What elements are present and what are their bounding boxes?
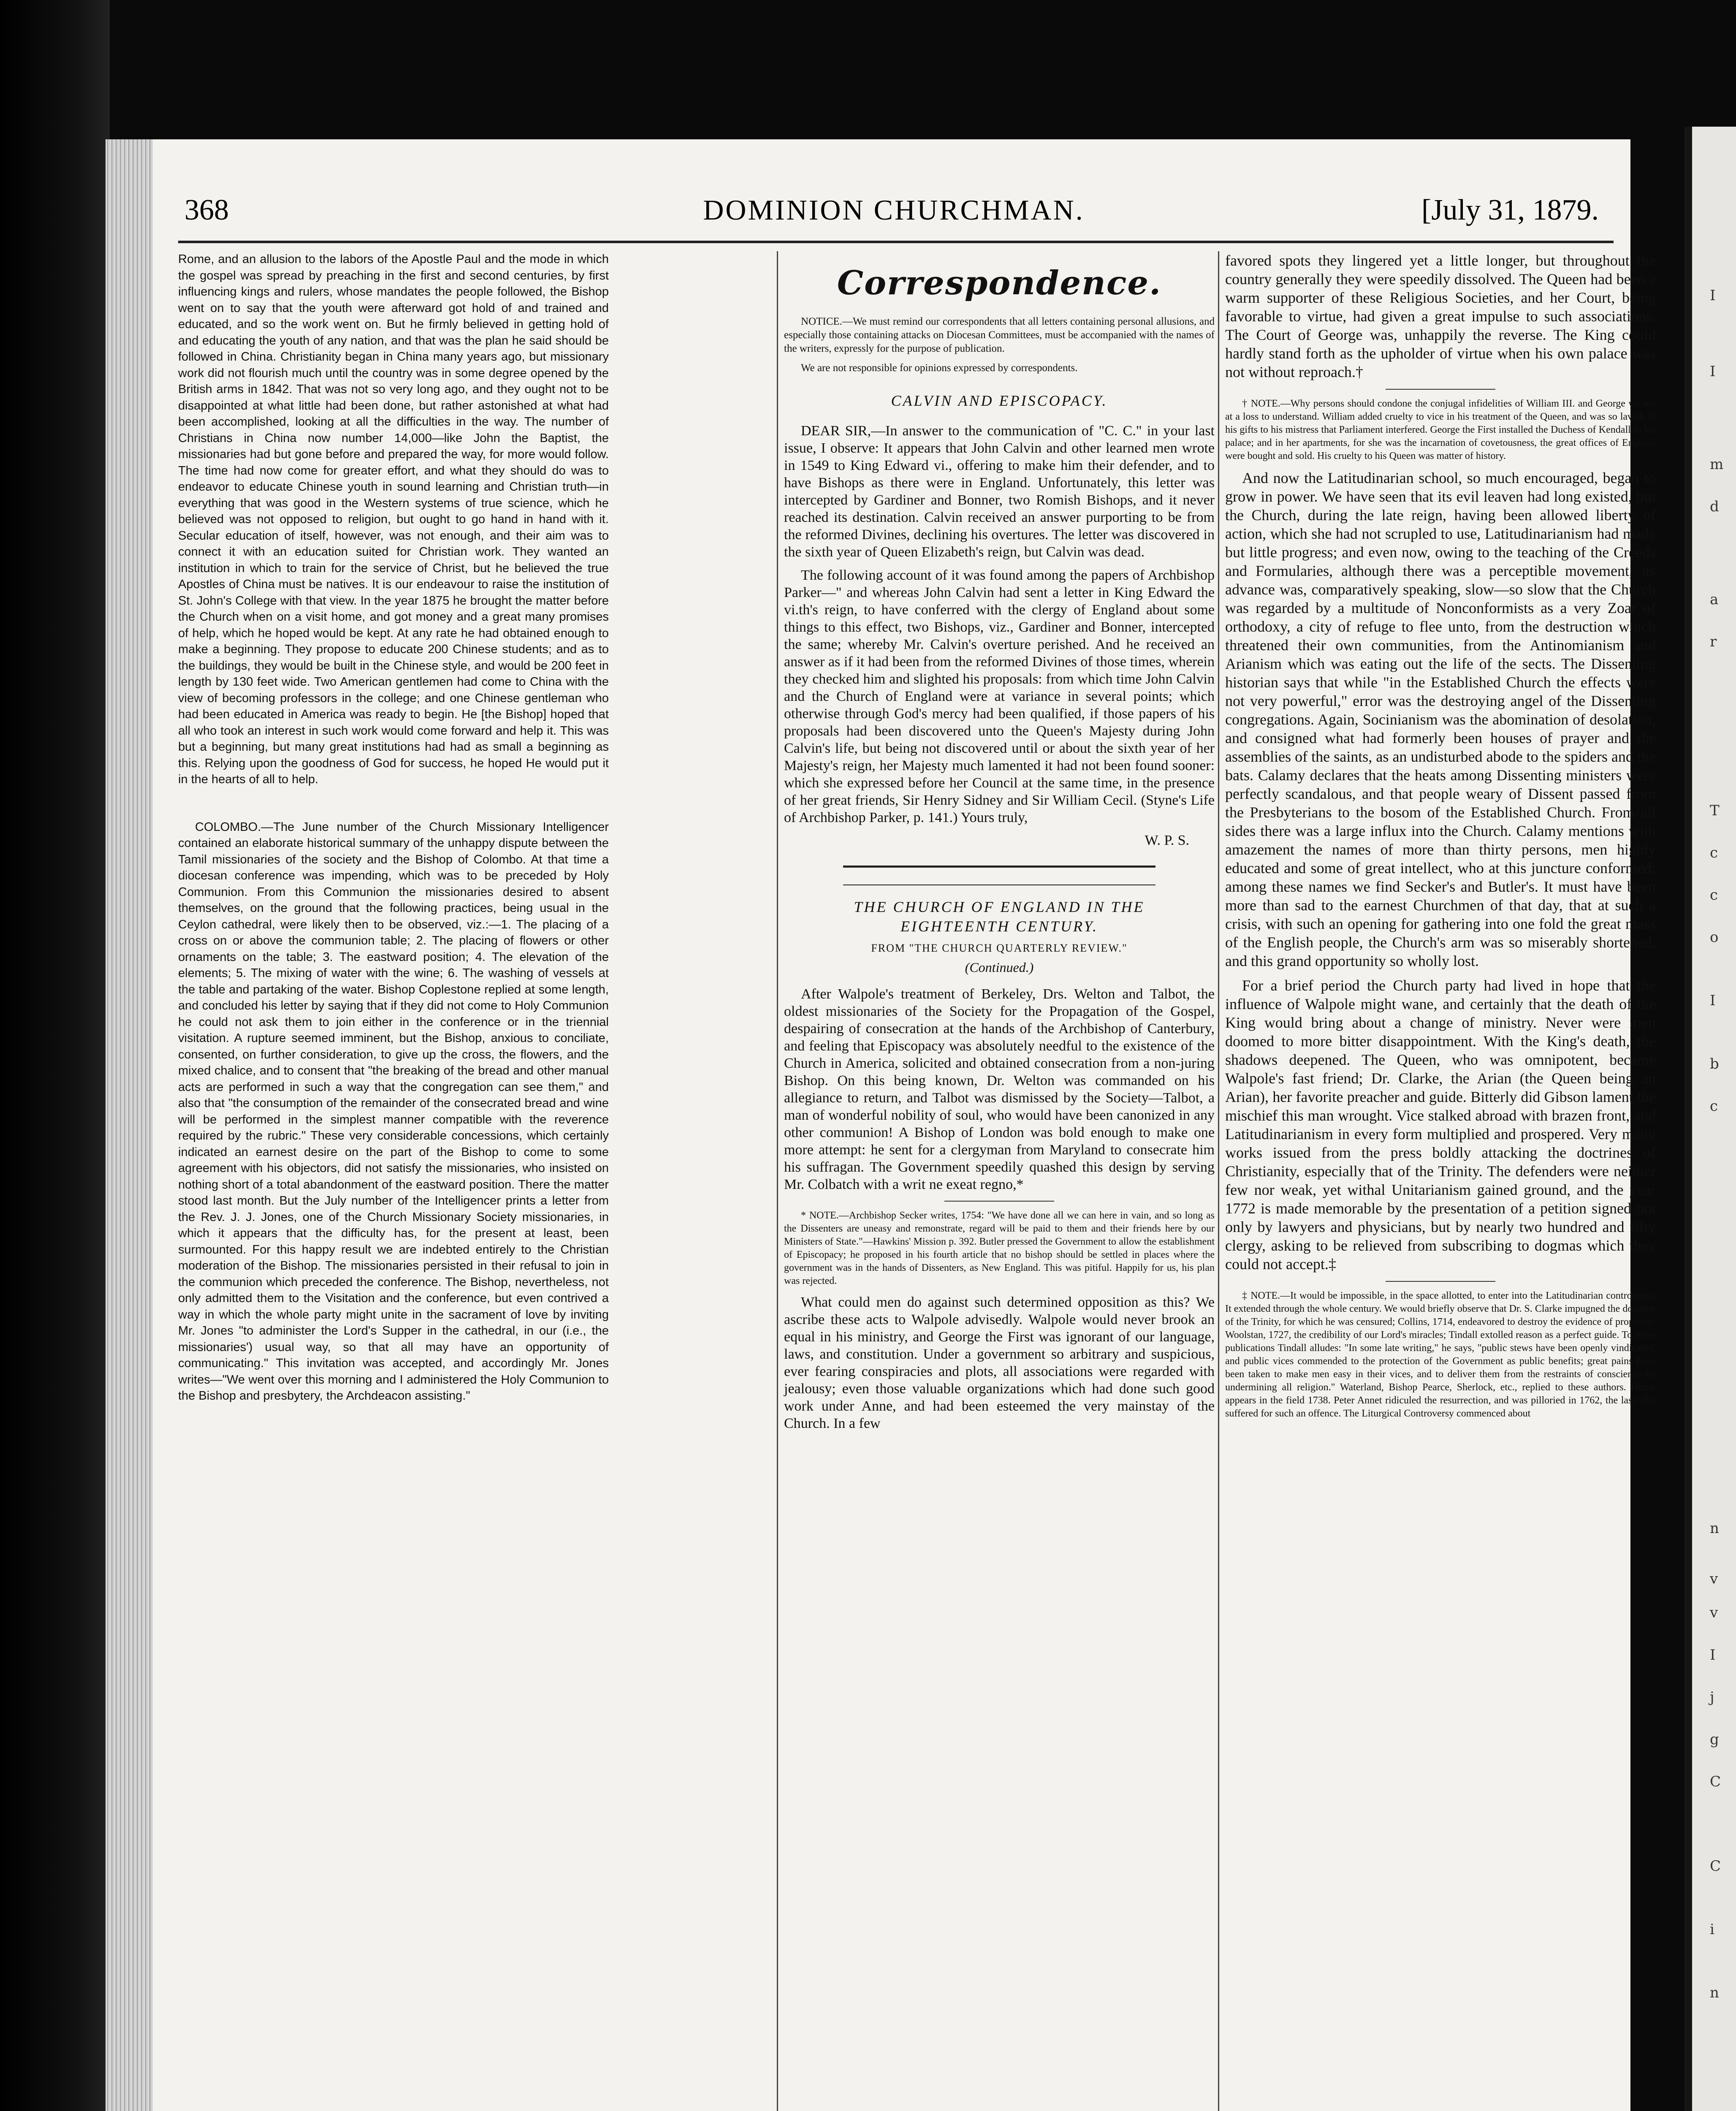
edge-letter: o xyxy=(1710,929,1719,946)
edge-letter: d xyxy=(1710,498,1719,515)
article-title: THE CHURCH OF ENGLAND IN THE xyxy=(854,898,1145,915)
footnote-rule xyxy=(944,1201,1054,1202)
page-edges xyxy=(106,139,154,2111)
footnote: † NOTE.—Why persons should condone the conjugal infidelities of William III. and George we are at a loss to understand. William added cruelty to vice in his treatment of the Queen, and was so lavish of his gifts to his mistress that Parliament interfered. George the First installed the Duchess of Kendall in his palace; and in her apartments, for she was the incarnation of covetousness, the great offices of England were bought and sold. His cruelty to his Queen was matter of history. xyxy=(1225,398,1656,461)
edge-letter: v xyxy=(1710,1571,1718,1587)
edge-letter: I xyxy=(1710,287,1716,304)
newspaper-page xyxy=(153,139,1656,2111)
issue-date: [July 31, 1879. xyxy=(1421,194,1599,226)
edge-letter: r xyxy=(1710,633,1717,650)
article-paragraph: favored spots they lingered yet a little longer, but throughout the country generally they were speedily dissolved. The Queen had been a warm supporter of these Religious Societies, and her Court, being favorable to virtue, had given a great impulse to such associations. The Court of George was, unhappily the reverse. The King could hardly stand forth as the upholder of virtue when his own palace was not without reproach.† xyxy=(1225,252,1656,380)
article-paragraph: After Walpole's treatment of Berkeley, Drs. Welton and Talbot, the oldest missionaries of the Society for the Propagation of the Gospel, despairing of consecration at the hands of the Archbishop of Canterbury, and feeling that Episcopacy was absolutely needful to the existence of the Church in America, solicited and obtained consecration from a non-juring Bishop. On this being known, Dr. Welton was commanded on his allegiance to return, and Talbot was dismissed by the Society—Talbot, a man of wonderful nobility of soul, who would have been canonized in any other communion! A Bishop of London was bold enough to make one more attempt: he sent for a clergyman from Maryland to consecrate him his suffragan. The Government speedily quashed this design by serving Mr. Colbatch with a writ ne exeat regno,* xyxy=(784,986,1215,1192)
facing-page-edge xyxy=(1684,127,1736,2111)
header-rule xyxy=(178,241,1614,243)
footnote: * NOTE.—Archbishop Secker writes, 1754: "We have done all we can here in vain, and so long as the Dissenters are uneasy and remonstrate, regard will be paid to them and their friends here by our Ministers of State."—Hawkins' Mission p. 392. Butler pressed the Government to allow the establishment of Episcopacy; he proposed in his fourth article that no bishop should be settled in places where the government was in the hands of Dissenters, as New England. This was pitiful. Happily for us, his plan was rejected. xyxy=(784,1210,1215,1286)
article-paragraph: For a brief period the Church party had lived in hope that the influence of Walpole might wane, and certainly that the death of the King would bring about a change of ministry. Never were men doomed to more bitter disappointment. With the King's death, the shadows deepened. The Queen, who was omnipotent, became Walpole's fast friend; Dr. Clarke, the Arian (the Queen being an Arian), her favorite preacher and guide. Bitterly did Gibson lament the mischief this man wrought. Vice stalked abroad with brazen front, and Latitudinarianism in every form multiplied and prospered. Very many works issued from the press boldly attacking the doctrines of Christianity, especially that of the Trinity. The defenders were neither few nor weak, yet withal Unitarianism gained ground, and the year 1772 is made memorable by the presentation of a petition signed not only by lawyers and physicians, but by nearly two hundred and fifty clergy, asking to be relieved from subscribing to dogmas which they could not accept.‡ xyxy=(1225,977,1656,1273)
binding-shadow xyxy=(0,0,110,2111)
edge-letter: m xyxy=(1710,456,1724,473)
footnote-rule xyxy=(1386,389,1495,390)
page-title: DOMINION CHURCHMAN. xyxy=(703,194,1085,226)
letter-signature: W. P. S. xyxy=(1145,833,1189,848)
footnote: ‡ NOTE.—It would be impossible, in the space allotted, to enter into the Latitudinarian controversy. It extended through the whole century. We would briefly observe that Dr. S. Clarke impugned the doctrine of the Trinity, for which he was censured; Collins, 1714, endeavored to destroy the evidence of prophecy; Woolstan, 1727, the credibility of our Lord's miracles; Tindall extolled reason as a perfect guide. To these publications Tindall alludes: "In some late writing," he says, "public stews have been openly vindicated, and public vices commended to the protection of the Government as public benefits; great pains have been taken to make men easy in their vices, and to deliver them from the restraints of conscience by undermining all religion." Waterland, Bishop Pearce, Sherlock, etc., replied to these authors. Hume appears in the field 1738. Peter Annet ridiculed the resurrection, and was pilloried in 1762, the last who suffered for such an offence. The Liturgical Controversy commenced about xyxy=(1225,1290,1656,1419)
edge-letter: n xyxy=(1710,1984,1719,2001)
edge-letter: C xyxy=(1710,1858,1721,1875)
colombo-paragraph: COLOMBO.—The June number of the Church Missionary Intelligencer contained an elaborate historical summary of the unhappy dispute between the Tamil missionaries of the society and the Bishop of Colombo. At that time a diocesan conference was impending, which was to be preceded by Holy Communion. From this Communion the missionaries desired to absent themselves, on the ground that the following practices, being usual in the Ceylon cathedral, were likely then to be observed, viz.:—1. The placing of a cross on or above the communion table; 2. The placing of flowers or other ornaments on the table; 3. The eastward position; 4. The elevation of the elements; 5. The mixing of water with the wine; 6. The washing of vessels at the table and partaking of the water. Bishop Coplestone replied at some length, and concluded his letter by saying that if they did not come to Holy Communion he could not ask them to join either in the conference or in the triennial visitation. A rupture seemed imminent, but the Bishop, anxious to conciliate, consented, on further consideration, to give up the cross, the flowers, and the mixed chalice, and to consent that "the breaking of the bread and other manual acts are performed in such a way that the congregation can see them," and also that "the consumption of the remainder of the consecrated bread and wine will be performed in the simplest manner compatible with the reverence required by the rubric." These very considerable concessions, which certainly indicated an earnest desire on the part of the Bishop to come to some agreement with his objectors, did not satisfy the missionaries, who insisted on nothing short of a total abandonment of the eastward position. There the matter stood last month. But the July number of the Intelligencer prints a letter from the Rev. J. J. Jones, one of the Church Missionary Society missionaries, in which it appears that the difficulty has, for the present at least, been surmounted. For this happy result we are indebted entirely to the Christian moderation of the Bishop. The missionaries persisted in their refusal to join in the communion which preceded the conference. The Bishop, nevertheless, not only admitted them to the Visitation and the conference, but even contrived a way in which the whole party might unite in the sacrament of love by inviting Mr. Jones "to administer the Lord's Supper in the cathedral, in our (i.e., the missionaries') usual way, so that all may have an opportunity of communicating." This invitation was accepted, and accordingly Mr. Jones writes—"We went over this morning and I administered the Holy Communion to the Bishop and presbytery, the Archdeacon assisting." xyxy=(178,820,609,1403)
page-header xyxy=(172,193,1616,231)
article-paragraph: What could men do against such determined opposition as this? We ascribe these acts to Walpole advisedly. Walpole would never brook an equal in his ministry, and George the First was ignorant of our language, laws, and constitution. Under a government so arbitrary and suspicious, ever fearing conspiracies and plots, all associations were regarded with jealousy; even those valuable organizations which had done such good work under Anne, and had been esteemed the very mainstay of the Church. In a few xyxy=(784,1294,1215,1431)
column-3 xyxy=(1225,251,1656,1426)
edge-letter: c xyxy=(1710,887,1718,904)
correspondence-heading: Correspondence. xyxy=(837,264,1162,302)
edge-letter: j xyxy=(1710,1689,1714,1706)
edge-letter: I xyxy=(1710,1647,1716,1663)
edge-letter: c xyxy=(1710,844,1718,861)
article-source: FROM "THE CHURCH QUARTERLY REVIEW." xyxy=(871,942,1128,954)
column-rule xyxy=(777,251,778,2111)
article-title-line2: EIGHTEENTH CENTURY. xyxy=(900,918,1099,935)
editor-notice: NOTICE.—We must remind our correspondents that all letters containing personal allusions, and especially those containing attacks on Diocesan Committees, must be accompanied with the names of the writers, expressly for the purpose of publication. xyxy=(784,316,1215,354)
edge-letter: c xyxy=(1710,1098,1718,1115)
article-paragraph: Rome, and an allusion to the labors of the Apostle Paul and the mode in which the gospel was spread by preaching in the first and second centuries, by first influencing kings and rulers, whose mandates the people followed, the Bishop went on to say that the youth were afterward got hold of and trained and educated, and so the work went on. But he firmly believed in getting hold of and educating the youth of any nation, and that was the plan he said should be followed in China. Christianity began in China many years ago, but missionary work did not flourish much until the country was in some degree opened by the British arms in 1842. That was not so very long ago, and they ought not to be disappointed at what little had been done, but rather astonished at what had been accomplished, looking at all the difficulties in the way. The number of Christians in China now number 14,000—like John the Baptist, the missionaries had but gone before and prepared the way, for more would follow. The time had now come for greater effort, and what they should do was to endeavor to educate Chinese youth in sound learning and Christian truth—in everything that was good in the Western systems of true science, which he believed was not opposed to religion, but ought to go hand in hand with it. Secular education of itself, however, was not enough, and their aim was to connect it with an education suited for Christian work. They wanted an institution in which to train for the service of Christ, but he believed the true Apostles of China must be natives. It is our endeavour to raise the institution of St. John's College with that view. In the year 1875 he brought the matter before the Church when on a visit home, and got money and a great many promises of help, which he hoped would be kept. At any rate he had obtained enough to make a beginning. They propose to educate 200 Chinese students; and as to the buildings, they would be built in the Chinese style, and would be 200 feet in length by 130 feet wide. Two American gentlemen had come to China with the view of becoming professors in the college; and one Chinese gentleman who had been educated in America was ready to begin. He [the Bishop] hoped that all who took an interest in such work would come forward and help it. This was but a beginning, but many great institutions had had as small a beginning as this. Relying upon the goodness of God for success, he hoped He would put it in the hearts of all to help. xyxy=(178,252,609,786)
letter-title: CALVIN AND EPISCOPACY. xyxy=(891,392,1108,409)
page-number: 368 xyxy=(184,194,229,226)
edge-letter: T xyxy=(1710,802,1720,819)
letter-paragraph: The following account of it was found among the papers of Archbishop Parker—" and whereas John Calvin had sent a letter in King Edward the vi.th's reign, to have conferred with the clergy of England about some things to this effect, two Bishops, viz., Gardiner and Bonner, intercepted the same; whereby Mr. Calvin's overture perished. And he received an answer as if it had been from the reformed Divines of those times, wherein they checked him and slighted his proposals: from which time John Calvin and the Church of England were at variance in several points; which otherwise through God's mercy had been qualified, if those papers of his proposals had been discovered unto the Queen's Majesty during John Calvin's life, but being not discovered until or about the sixth year of her Majesty's reign, her Majesty much lamented it had not been found sooner: which she expressed before her Council at the same time, in the presence of her great friends, Sir Henry Sidney and Sir William Cecil. (Styne's Life of Archbishop Parker, p. 141.) Yours truly, xyxy=(784,567,1215,825)
facing-gutter xyxy=(1684,127,1692,2111)
edge-letter: i xyxy=(1710,1921,1714,1938)
continued-label: (Continued.) xyxy=(965,960,1034,975)
edge-letter: I xyxy=(1710,363,1716,380)
column-1 xyxy=(178,251,609,1410)
article-paragraph: And now the Latitudinarian school, so much encouraged, began to grow in power. We have seen that its evil leaven had long existed, but the Church, during the late reign, having been allowed liberty of action, which she had not scrupled to use, Latitudinarianism had made but little progress; and even now, owing to the teaching of the Creeds and Formularies, although there was a perceptible movement, its advance was, comparatively speaking, slow—so slow that the Church was regarded by a multitude of Nonconformists as a very Zoar of orthodoxy, a city of refuge to flee unto, from the destruction which threatened their own communities, from the Antinomianism and Arianism which was eating out the life of the sects. The Dissenting historian says that while "in the Established Church the effects were not very powerful," error was the destroying angel of the Dissenting congregations. Again, Socinianism was the abomination of desolation, and consigned what had formerly been houses of prayer and the assemblies of the saints, as an undisturbed abode to the spiders and the bats. Calamy declares that the heats among Dissenting ministers were perfectly scandalous, and that people weary of Dissent passed from the Presbyterians to the bosom of the Established Church. From all sides there was a large influx into the Church. Calamy mentions with amazement the names of more than thirty persons, men highly educated and some of great intellect, who at this juncture conformed; among these names we find Secker's and Butler's. It must have been more than sad to the earnest Churchmen of that day, that at such a crisis, with such an opening for gathering into one fold the great mass of the English people, the Church's arm was so miserably shortened, and this grand opportunity so wholly lost. xyxy=(1225,469,1656,969)
edge-letter: I xyxy=(1710,992,1716,1009)
footnote-rule xyxy=(1386,1281,1495,1282)
edge-letter: a xyxy=(1710,591,1719,608)
edge-letter: v xyxy=(1710,1604,1718,1621)
edge-letter: b xyxy=(1710,1056,1719,1072)
edge-letter: g xyxy=(1710,1731,1719,1748)
column-2 xyxy=(784,251,1215,1438)
column-rule xyxy=(1218,251,1219,2111)
section-rule xyxy=(843,866,1156,868)
editor-disclaimer: We are not responsible for opinions expressed by correspondents. xyxy=(801,362,1078,374)
edge-letter: C xyxy=(1710,1773,1721,1790)
edge-letter: n xyxy=(1710,1520,1719,1537)
letter-paragraph: DEAR SIR,—In answer to the communication of "C. C." in your last issue, I observe: It appears that John Calvin and other learned men wrote in 1549 to King Edward vi., offering to make him their defender, and to have Bishops as there were in England. Unfortunately, this letter was intercepted by Gardiner and Bonner, two Romish Bishops, and it never reached its destination. Calvin received an answer purporting to be from the reformed Divines, declining his overtures. The letter was discovered in the sixth year of Queen Elizabeth's reign, but Calvin was dead. xyxy=(784,423,1215,560)
